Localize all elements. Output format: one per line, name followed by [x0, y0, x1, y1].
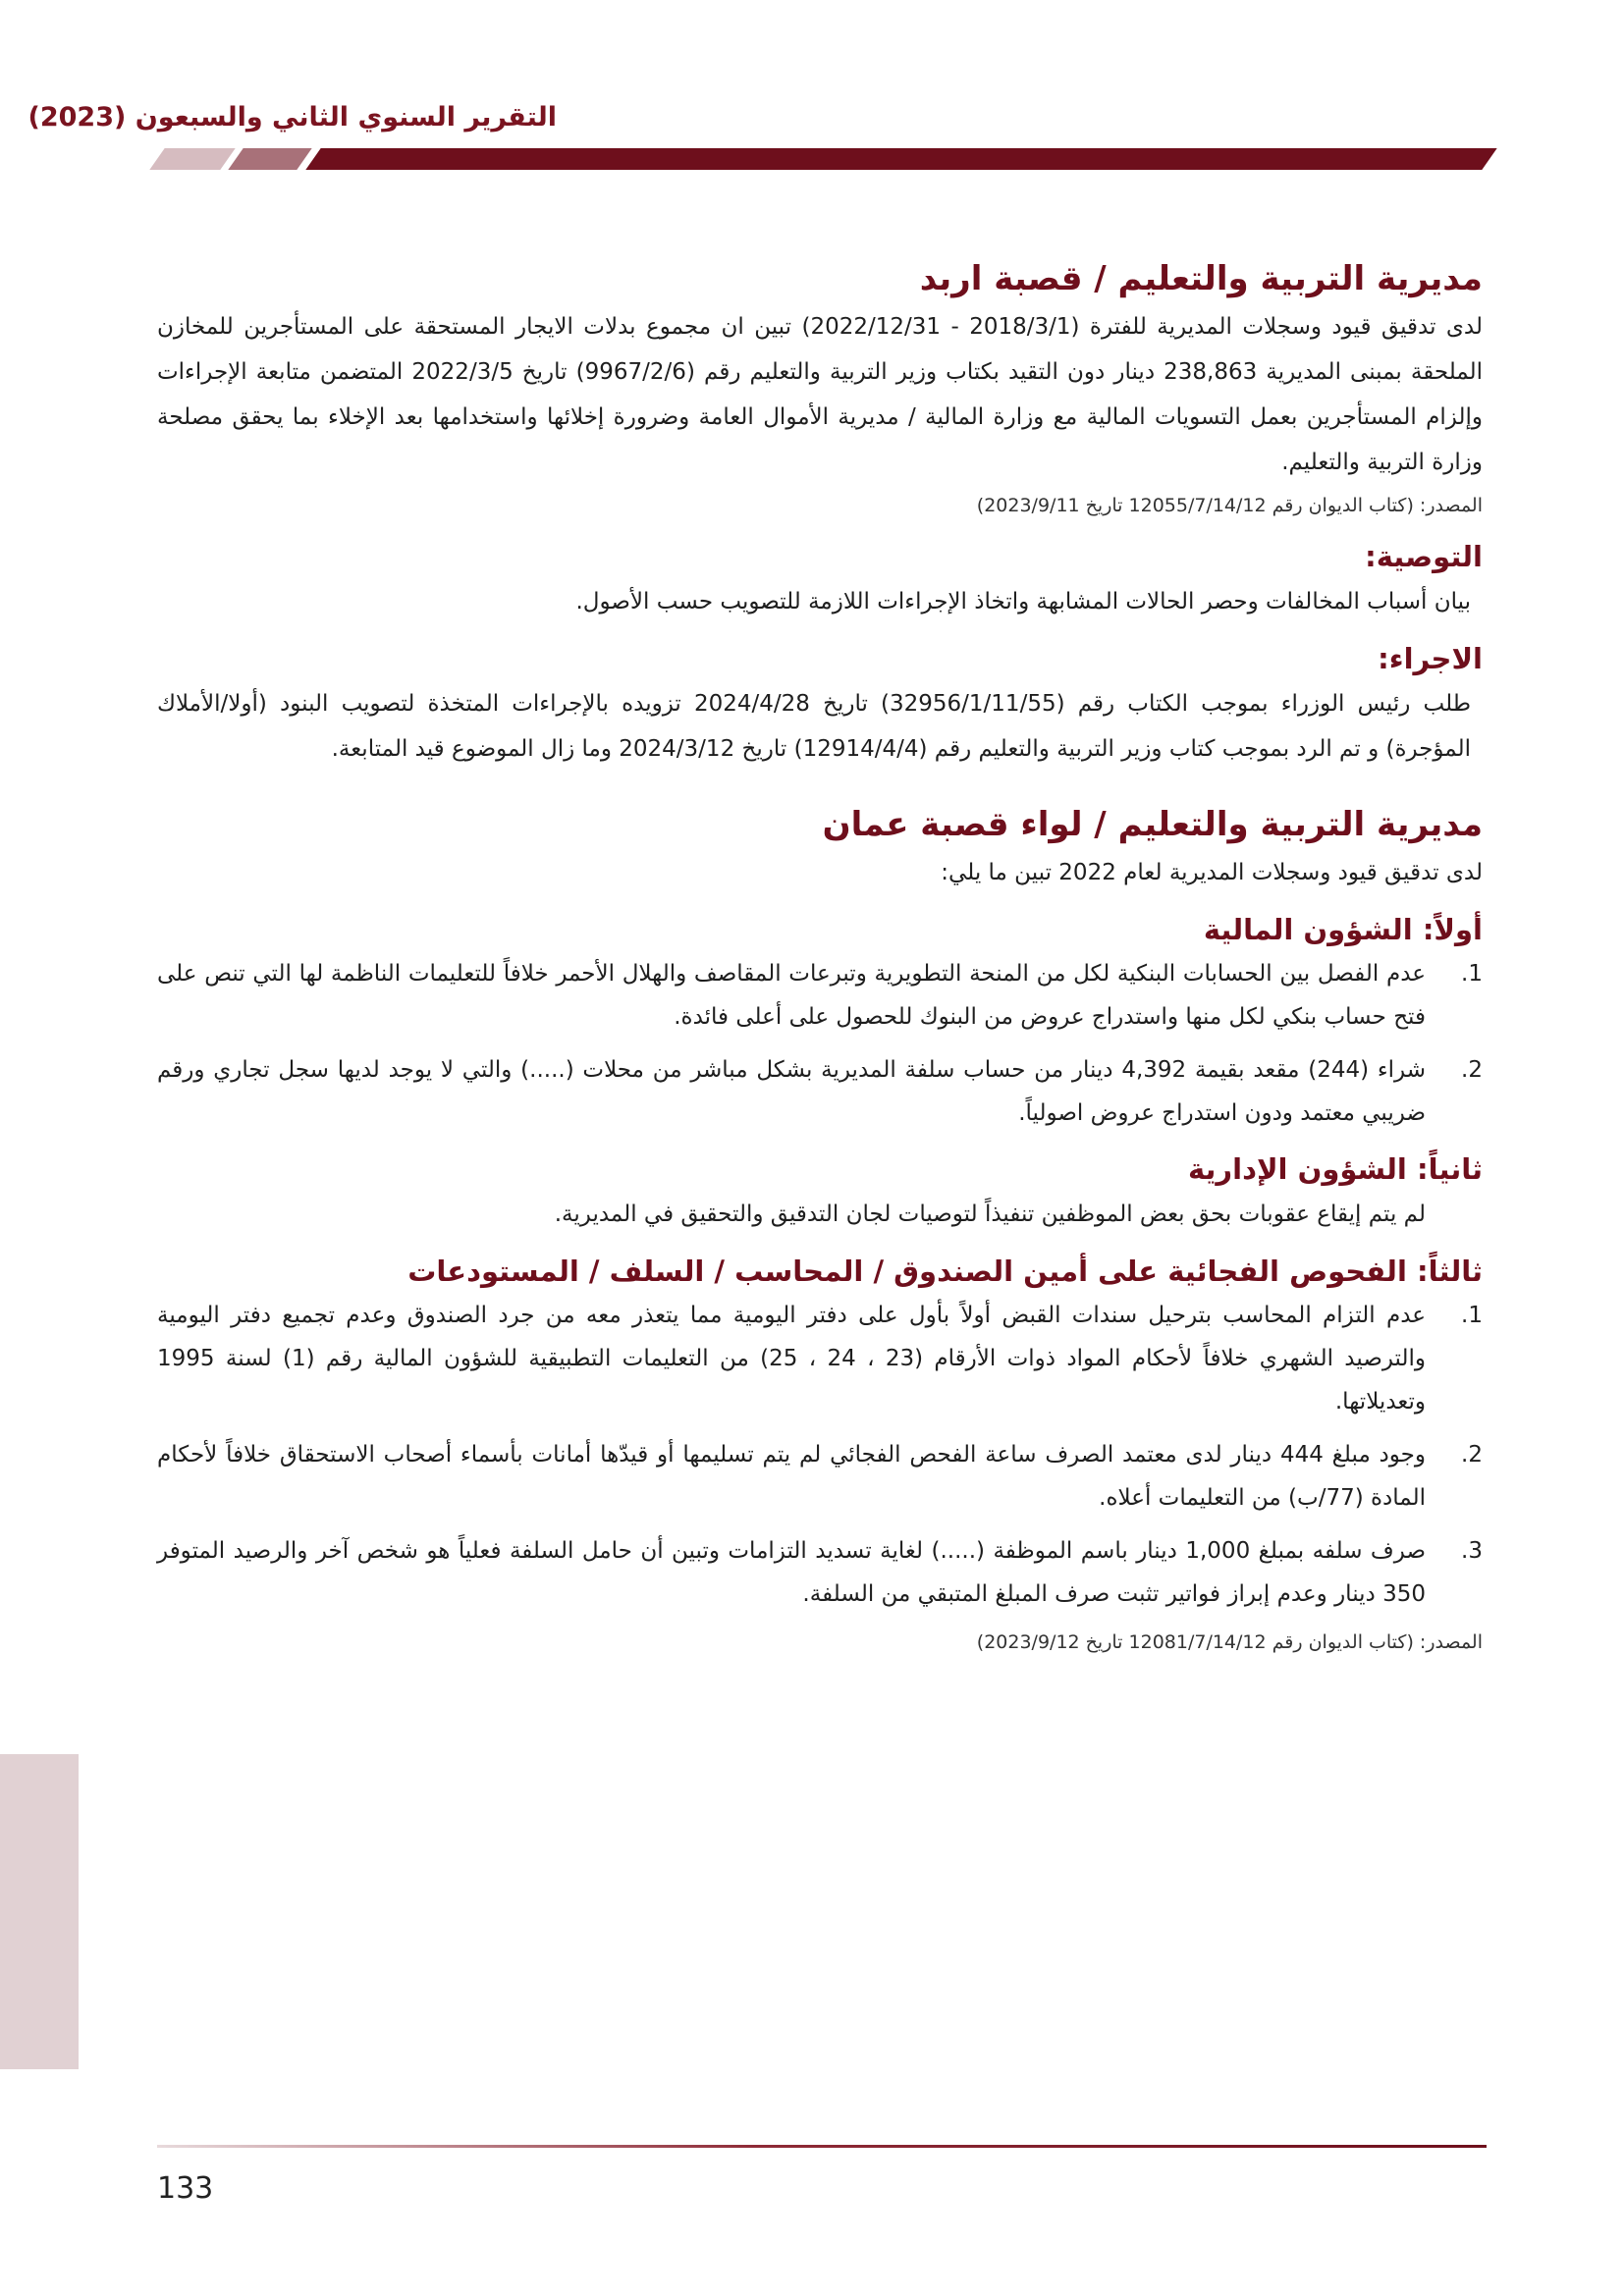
administrative-affairs-text: لم يتم إيقاع عقوبات بحق بعض الموظفين تنفيذاً لتوصيات لجان التدقيق والتحقيق في المديرية. — [554, 1201, 1426, 1227]
recommendation-text: بيان أسباب المخالفات وحصر الحالات المشابهة واتخاذ الإجراءات اللازمة للتصويب حسب الأصول. — [575, 589, 1471, 614]
list-item-number: 3. — [1461, 1538, 1483, 1564]
section-amman-source: المصدر: (كتاب الديوان رقم 12081/7/14/12 تاريخ 2023/9/12) — [976, 1631, 1483, 1653]
surprise-inspections-heading — [157, 1255, 1483, 1288]
financial-affairs-lead: أولاً: — [1422, 913, 1483, 946]
section-irbid-source: المصدر: (كتاب الديوان رقم 12055/7/14/12 تاريخ 2023/9/11) — [976, 495, 1483, 516]
report-header-title: التقرير السنوي الثاني والسبعون (2023) — [27, 102, 557, 133]
administrative-affairs-heading — [157, 1152, 1483, 1186]
administrative-affairs-lead: ثانياً: — [1417, 1152, 1483, 1186]
side-tab-decoration — [0, 1754, 79, 2069]
surprise-inspections-list — [157, 1294, 1483, 1616]
list-item-text: عدم التزام المحاسب بترحيل سندات القبض أولاً بأول على دفتر اليومية مما يتعذر معه من جرد الصندوق وعدم تجميع دفتر اليومية والترصيد الشهري خلافاً لأحكام المواد ذوات الأرقام (23 ، 24 ، 25) من التعليمات التطبيقية للشؤون المالية رقم (1) لسنة 1995 وتعديلاتها. — [157, 1303, 1426, 1415]
financial-affairs-list — [157, 952, 1483, 1135]
list-item — [157, 1048, 1483, 1135]
list-item — [157, 1433, 1483, 1520]
list-item — [157, 1294, 1483, 1423]
list-item-number: 1. — [1461, 961, 1483, 987]
list-item-text: شراء (244) مقعد بقيمة 4,392 دينار من حساب سلفة المديرية بشكل مباشر من محلات (.....) والتي لا يوجد لديها سجل تجاري ورقم ضريبي معتمد ودون استدراج عروض اصولياً. — [157, 1057, 1426, 1126]
list-item — [157, 952, 1483, 1039]
surprise-inspections-lead: ثالثاً: — [1417, 1255, 1483, 1288]
header-bar-medium — [228, 148, 311, 170]
action-heading: الاجراء: — [1378, 642, 1483, 675]
list-item-text: صرف سلفه بمبلغ 1,000 دينار باسم الموظفة (.....) لغاية تسديد التزامات وتبين أن حامل السلفة فعلياً هو شخص آخر والرصيد المتوفر 350 دينار وعدم إبراز فواتير تثبت صرف المبلغ المتبقي من السلفة. — [157, 1538, 1426, 1607]
financial-affairs-heading — [157, 913, 1483, 946]
footer-divider — [157, 2145, 1487, 2148]
list-item-text: عدم الفصل بين الحسابات البنكية لكل من المنحة التطويرية وتبرعات المقاصف والهلال الأحمر خلافاً للتعليمات الناظمة لها التي تنص على فتح حساب بنكي لكل منها واستدراج عروض من البنوك للحصول على أعلى فائدة. — [157, 961, 1426, 1030]
section-irbid-title: مديرية التربية والتعليم / قصبة اربد — [919, 259, 1483, 298]
action-text: طلب رئيس الوزراء بموجب الكتاب رقم (32956/1/11/55) تاريخ 2024/4/28 تزويده بالإجراءات المتخذة لتصويب البنود (أولا/الأملاك المؤجرة) و تم الرد بموجب كتاب وزير التربية والتعليم رقم (12914/4/4) تاريخ 2024/3/12 وما زال الموضوع قيد المتابعة. — [157, 691, 1472, 762]
list-item-number: 2. — [1461, 1057, 1483, 1083]
list-item — [157, 1529, 1483, 1616]
recommendation-heading: التوصية: — [1365, 540, 1483, 573]
list-item-number: 1. — [1461, 1303, 1483, 1328]
header-bar-dark — [305, 148, 1496, 170]
section-irbid-paragraph: لدى تدقيق قيود وسجلات المديرية للفترة (2018/3/1 - 2022/12/31) تبين ان مجموع بدلات الايجار المستحقة على المستأجرين للمخازن الملحقة بمبنى المديرية 238,863 دينار دون التقيد بكتاب وزير التربية والتعليم رقم (9967/2/6) تاريخ 2022/3/5 المتضمن متابعة الإجراءات وإلزام المستأجرين بعمل التسويات المالية مع وزارة المالية / مديرية الأموال العامة وضرورة إخلائها واستخدامها بعد الإخلاء بما يحقق مصلحة وزارة التربية والتعليم. — [157, 314, 1484, 475]
financial-affairs-title: الشؤون المالية — [1203, 913, 1413, 946]
surprise-inspections-title: الفحوص الفجائية على أمين الصندوق / المحاسب / السلف / المستودعات — [407, 1255, 1407, 1288]
page-number: 133 — [157, 2171, 214, 2206]
section-amman-title: مديرية التربية والتعليم / لواء قصبة عمان — [822, 805, 1483, 844]
administrative-affairs-title: الشؤون الإدارية — [1187, 1152, 1407, 1186]
header-decorative-bars — [157, 148, 1487, 170]
list-item-number: 2. — [1461, 1442, 1483, 1468]
list-item-text: وجود مبلغ 444 دينار لدى معتمد الصرف ساعة الفحص الفجائي لم يتم تسليمها أو قيدّها أمانات بأسماء أصحاب الاستحقاق خلافاً لأحكام المادة (77/ب) من التعليمات أعلاه. — [157, 1442, 1427, 1511]
page-content — [157, 245, 1483, 1673]
header-bar-light — [149, 148, 235, 170]
section-amman-intro: لدى تدقيق قيود وسجلات المديرية لعام 2022 تبين ما يلي: — [941, 860, 1483, 885]
